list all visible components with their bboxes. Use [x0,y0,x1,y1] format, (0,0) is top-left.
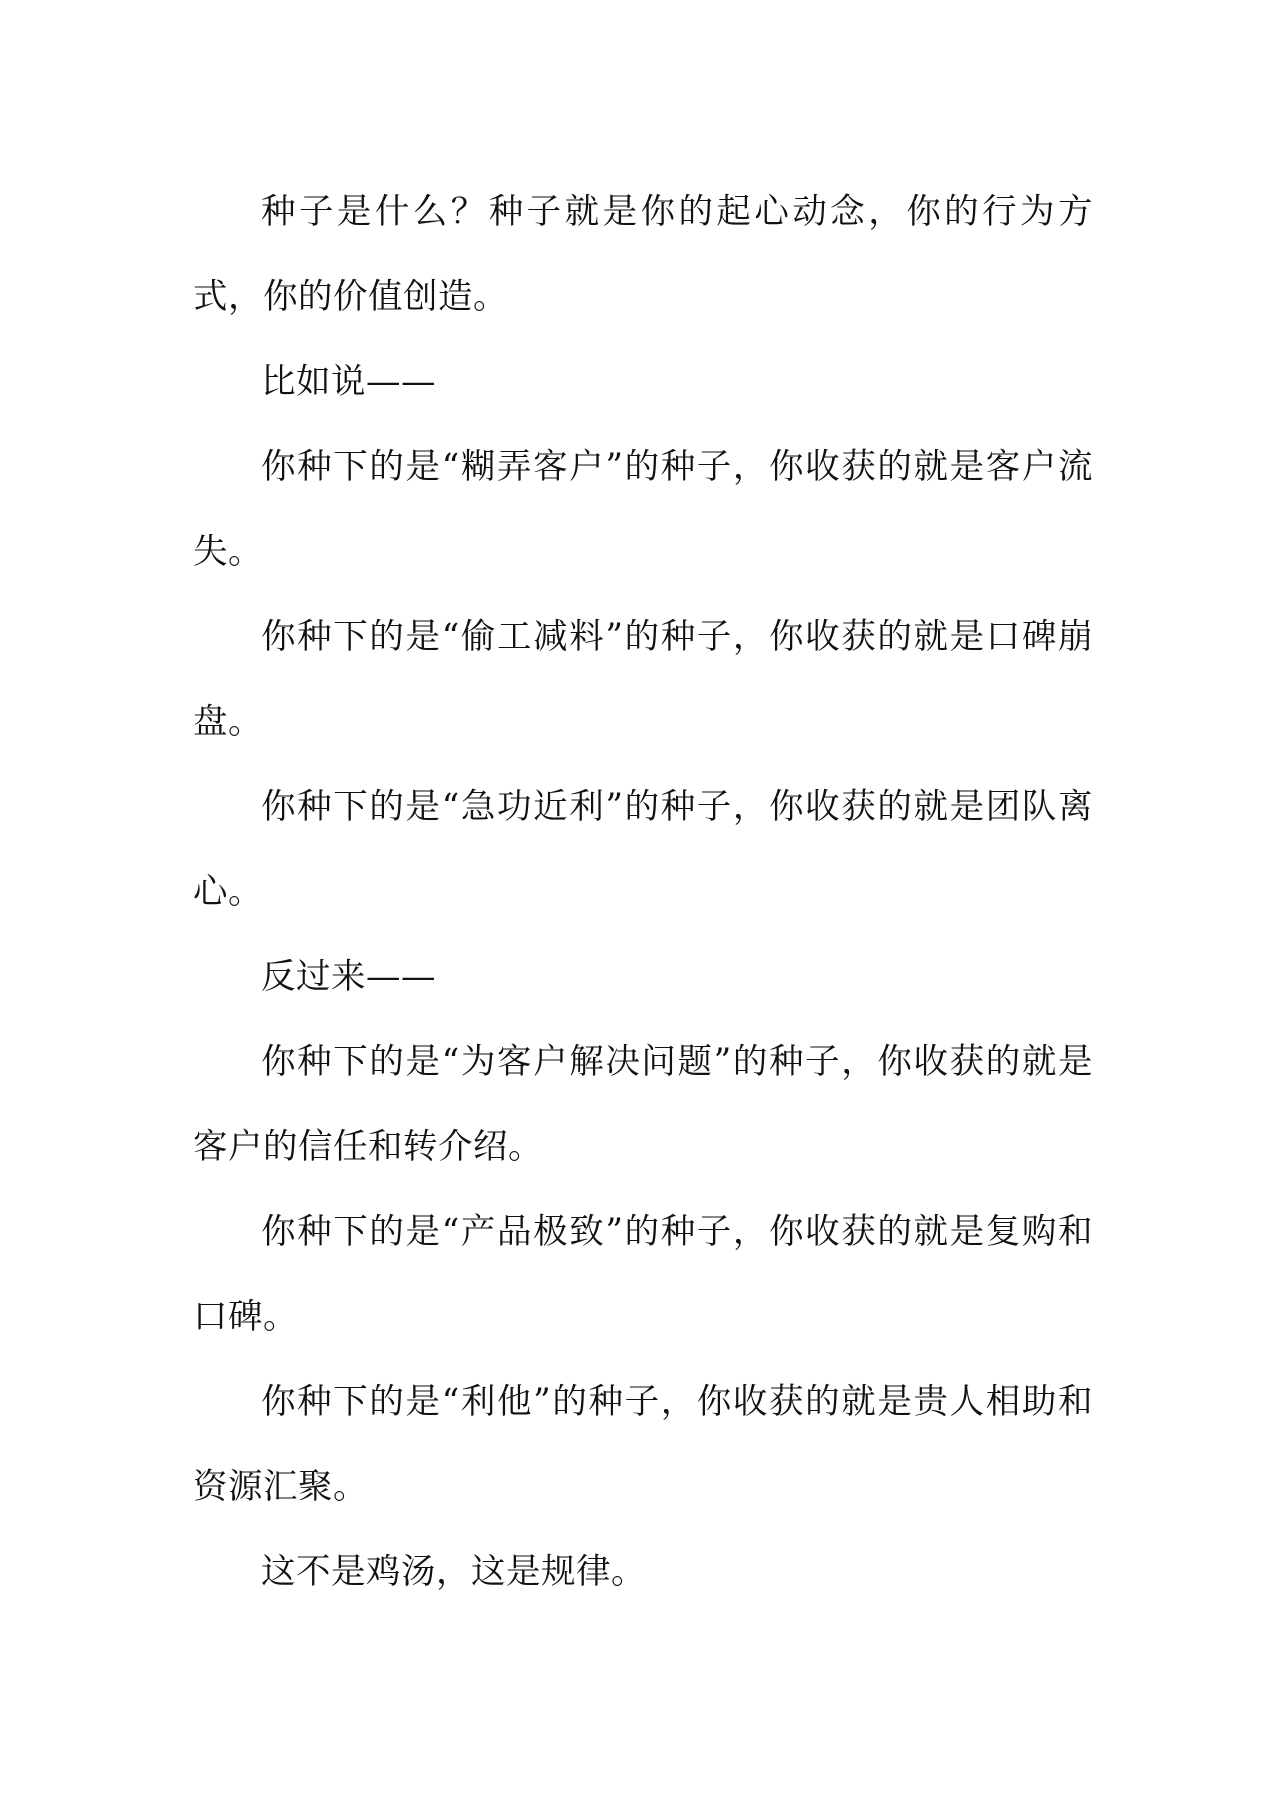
paragraph: 你种下的是“为客户解决问题”的种子，你收获的就是客户的信任和转介绍。 [193,1042,1093,1167]
body-text [193,170,1093,1615]
paragraph: 你种下的是“偷工减料”的种子，你收获的就是口碑崩盘。 [193,617,1093,742]
paragraph: 你种下的是“利他”的种子，你收获的就是贵人相助和资源汇聚。 [193,1382,1093,1507]
paragraph: 种子是什么？种子就是你的起心动念，你的行为方式，你的价值创造。 [193,192,1093,317]
paragraph: 你种下的是“急功近利”的种子，你收获的就是团队离心。 [193,787,1093,912]
paragraph: 这不是鸡汤，这是规律。 [261,1552,646,1592]
paragraph: 反过来—— [261,957,436,997]
paragraph: 比如说—— [261,362,436,402]
paragraph: 你种下的是“产品极致”的种子，你收获的就是复购和口碑。 [193,1212,1093,1337]
paragraph: 你种下的是“糊弄客户”的种子，你收获的就是客户流失。 [193,447,1093,572]
